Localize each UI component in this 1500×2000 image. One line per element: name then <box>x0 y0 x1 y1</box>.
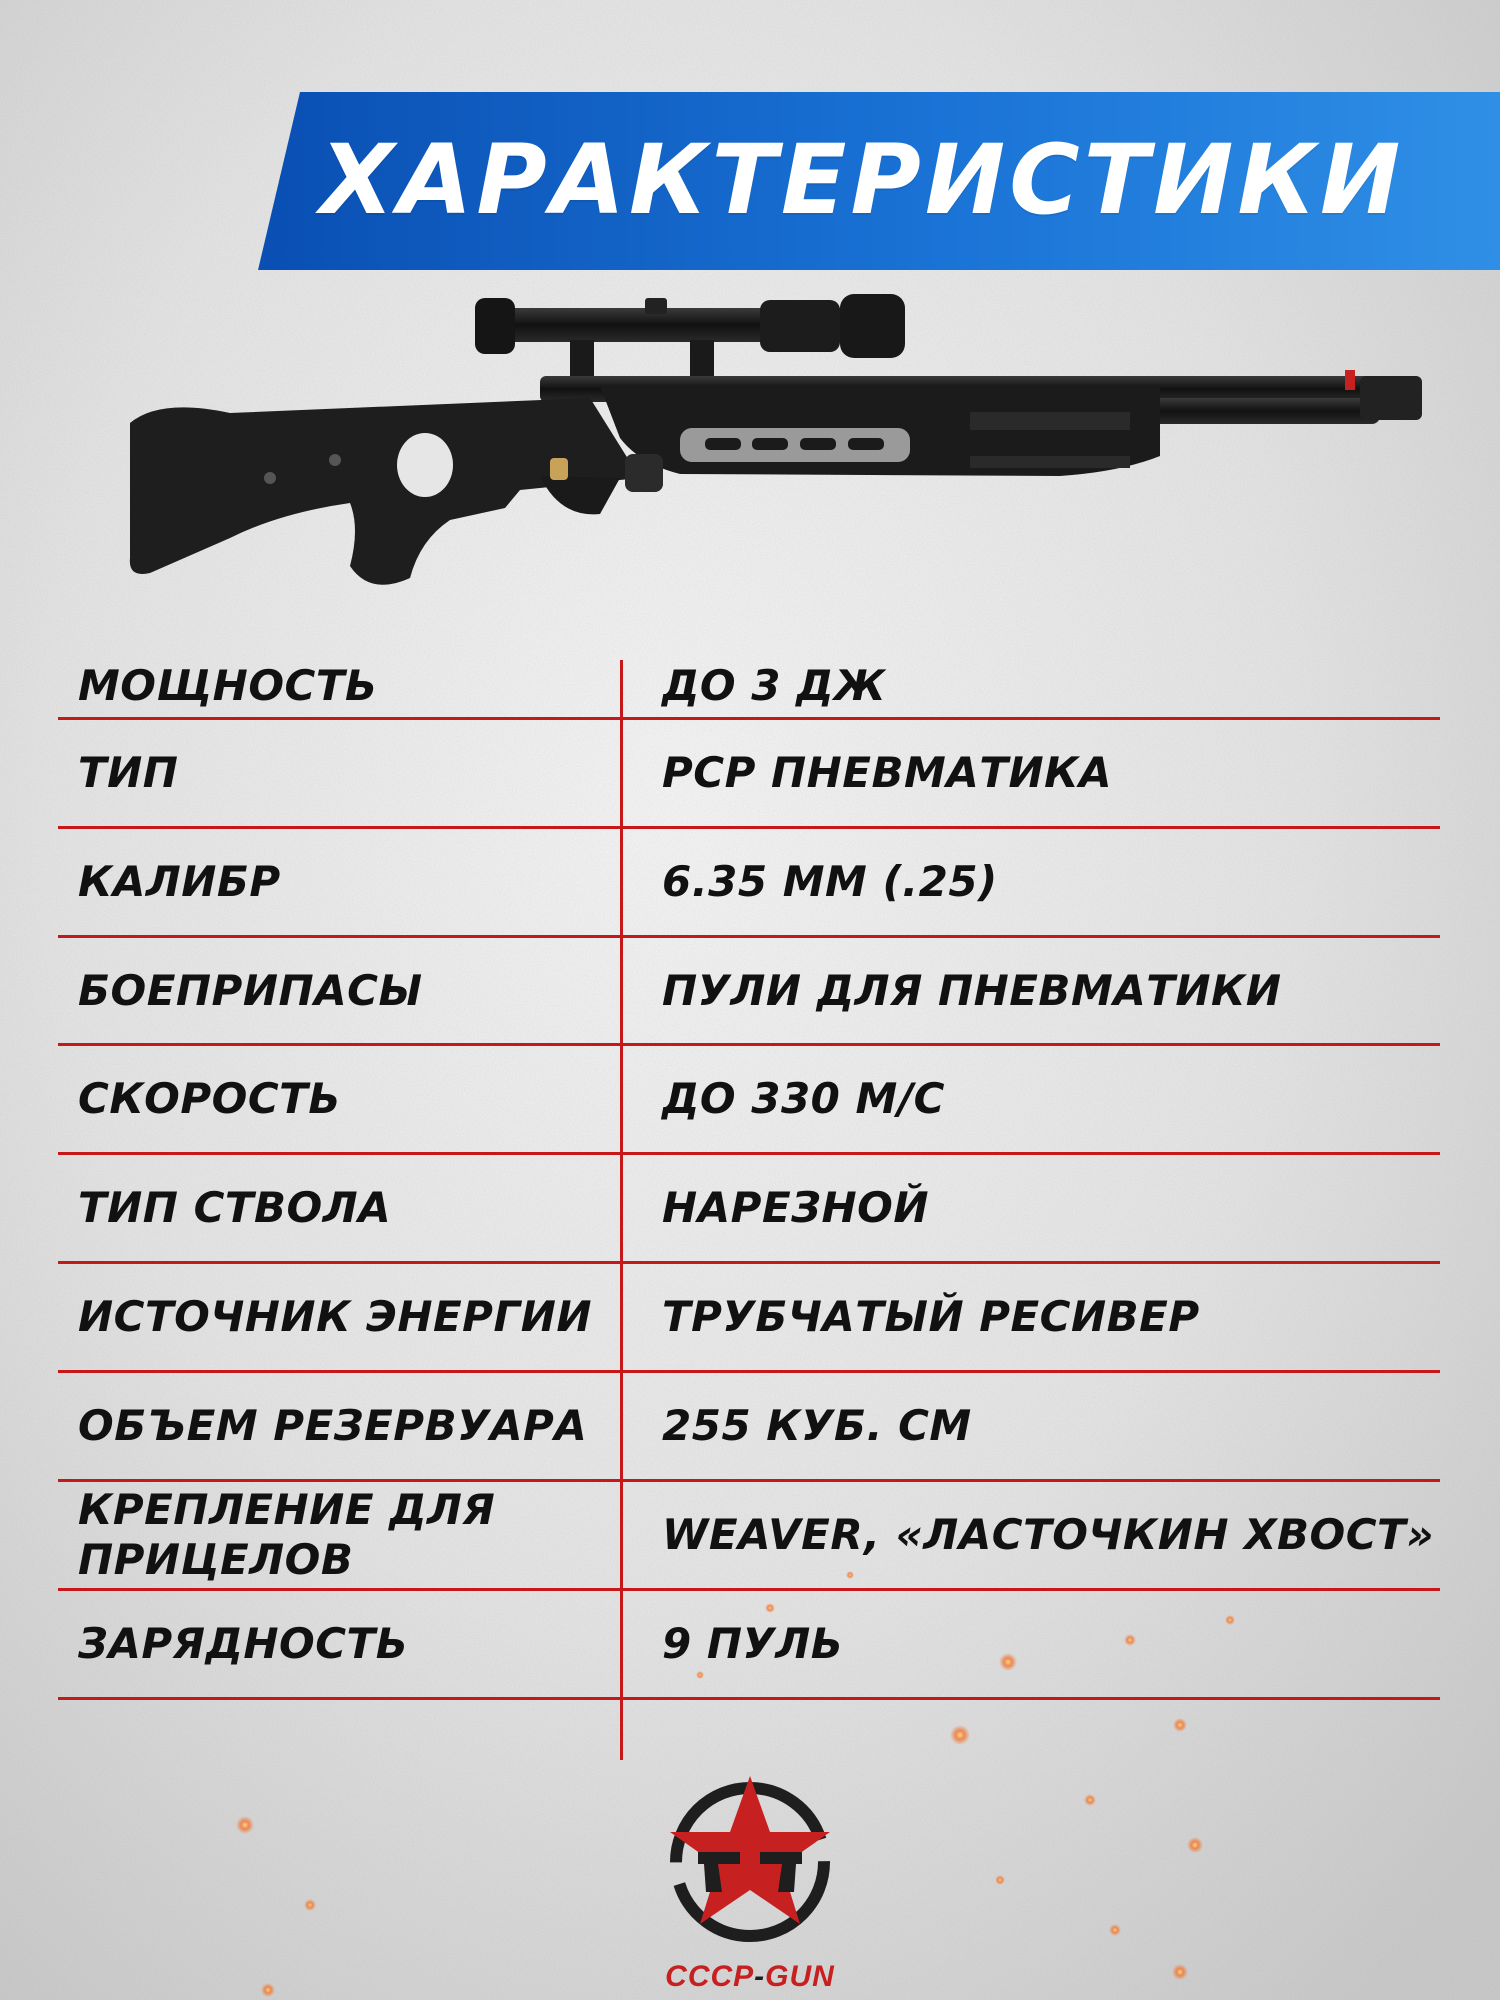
brand-name <box>640 1957 860 1997</box>
spec-row <box>58 655 1440 717</box>
spec-row <box>58 720 1440 826</box>
spec-value: WEAVER, «ЛАСТОЧКИН ХВОСТ» <box>662 1510 1434 1559</box>
spec-value: ДО 3 ДЖ <box>662 661 886 710</box>
rifle-with-scope-image <box>120 278 1440 618</box>
page-title: ХАРАКТЕРИСТИКИ <box>320 124 1405 236</box>
spec-row <box>58 1373 1440 1479</box>
spec-label: ИСТОЧНИК ЭНЕРГИИ <box>78 1292 593 1341</box>
spec-label: КАЛИБР <box>78 857 281 906</box>
spec-row <box>58 1482 1440 1588</box>
spec-label: МОЩНОСТЬ <box>78 661 378 710</box>
spec-row <box>58 938 1440 1043</box>
spec-row <box>58 1155 1440 1261</box>
spec-row <box>58 1591 1440 1697</box>
spec-value: PCP ПНЕВМАТИКА <box>662 748 1112 797</box>
brand-name-separator: - <box>754 1960 766 1993</box>
spec-value: 6.35 ММ (.25) <box>662 857 998 906</box>
spec-label: БОЕПРИПАСЫ <box>78 965 423 1015</box>
spec-row <box>58 1046 1440 1152</box>
spec-label: ОБЪЕМ РЕЗЕРВУАРА <box>78 1401 588 1450</box>
spec-label: ТИП <box>78 748 179 797</box>
spec-value: ДО 330 М/С <box>662 1074 945 1123</box>
row-divider <box>58 1697 1440 1700</box>
spec-value: ТРУБЧАТЫЙ РЕСИВЕР <box>662 1292 1200 1341</box>
brand-name-part1: CCCP <box>665 1960 755 1993</box>
spec-row <box>58 829 1440 935</box>
spec-value: 9 ПУЛЬ <box>662 1619 844 1668</box>
spec-label: ЗАРЯДНОСТЬ <box>78 1619 409 1668</box>
spec-label: СКОРОСТЬ <box>78 1074 341 1123</box>
spec-value: 255 КУБ. СМ <box>662 1401 972 1450</box>
spec-value: ПУЛИ ДЛЯ ПНЕВМАТИКИ <box>662 965 1282 1015</box>
spec-value: НАРЕЗНОЙ <box>662 1183 929 1232</box>
spec-label: ТИП СТВОЛА <box>78 1183 392 1232</box>
spec-row <box>58 1264 1440 1370</box>
spec-label: КРЕПЛЕНИЕ ДЛЯ ПРИЦЕЛОВ <box>78 1485 496 1584</box>
brand-name-part2: GUN <box>765 1960 835 1993</box>
scope-icon <box>475 294 905 378</box>
